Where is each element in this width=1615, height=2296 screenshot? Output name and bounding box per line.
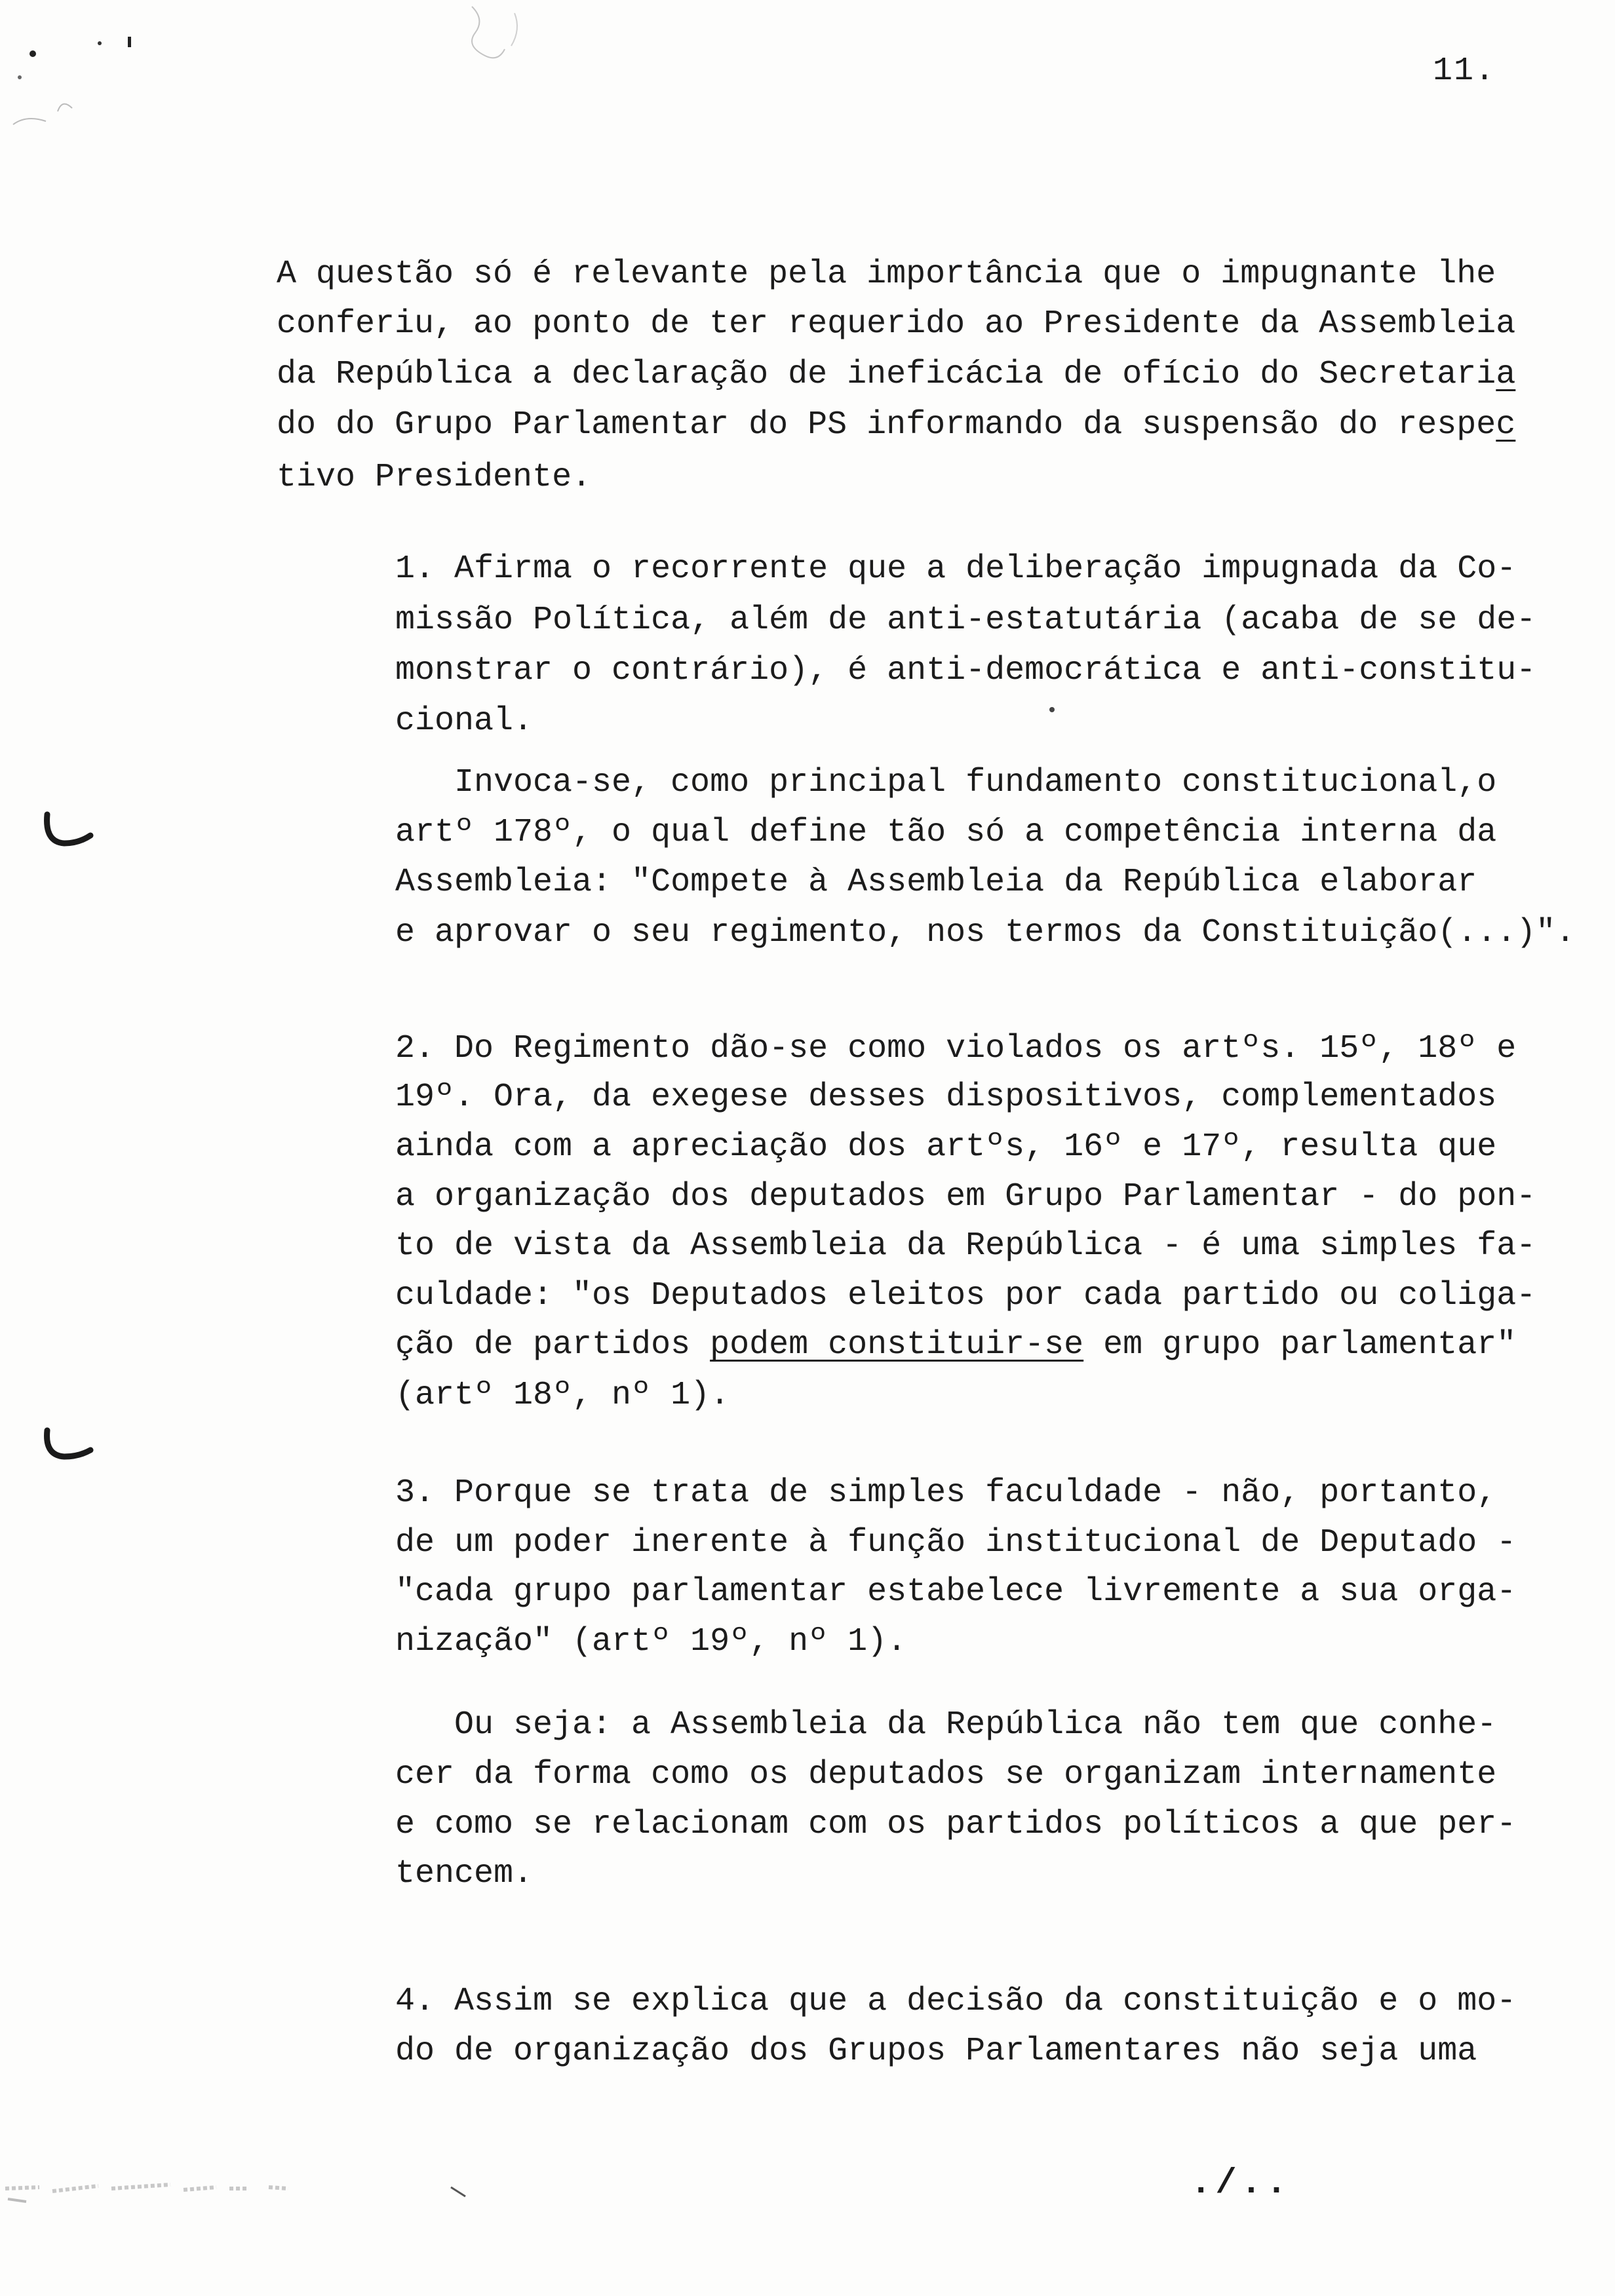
continuation-marker: ./.. xyxy=(1190,2164,1291,2204)
intro-line-1: A questão só é relevante pela importância que o impugnante lhe xyxy=(277,256,1496,293)
section-3-line-1: 3. Porque se trata de simples faculdade - não, portanto, xyxy=(395,1474,1497,1512)
intro-line-4-underlined: c xyxy=(1496,406,1516,444)
section-4-line-1: 4. Assim se explica que a decisão da constituição e o mo- xyxy=(395,1983,1517,2020)
section-1-line-1: 1. Afirma o recorrente que a deliberação impugnada da Co- xyxy=(395,550,1517,588)
intro-line-3-text: da República a declaração de ineficácia de ofício do Secretari xyxy=(277,356,1496,393)
section-3-line-4: nização" (artº 19º, nº 1). xyxy=(395,1623,907,1660)
section-2-line-4: a organização dos deputados em Grupo Parlamentar - do pon- xyxy=(395,1178,1536,1215)
section-1b-line-1: Invoca-se, como principal fundamento constitucional,o xyxy=(454,764,1497,801)
section-1b-line-2: artº 178º, o qual define tão só a competência interna da xyxy=(395,814,1497,851)
section-2-line-1: 2. Do Regimento dão-se como violados os artºs. 15º, 18º e xyxy=(395,1030,1517,1067)
scan-speck-middle xyxy=(1042,700,1062,719)
section-3b-line-1: Ou seja: a Assembleia da República não tem que conhe- xyxy=(454,1706,1497,1744)
scan-speck-bottom-center xyxy=(448,2183,481,2203)
section-4-line-2: do de organização dos Grupos Parlamentares não seja uma xyxy=(395,2033,1477,2070)
section-2-line-7-start: ção de partidos xyxy=(395,1326,710,1364)
section-1b-line-4: e aprovar o seu regimento, nos termos da Constituição(...)". xyxy=(395,914,1576,951)
intro-line-3 xyxy=(277,358,1515,391)
page-number: 11. xyxy=(1433,52,1496,90)
section-2-line-5: to de vista da Assembleia da República - é uma simples fa- xyxy=(395,1227,1536,1265)
section-1b-line-3: Assembleia: "Compete à Assembleia da República elaborar xyxy=(395,864,1477,901)
section-2-line-7-end: em grupo parlamentar" xyxy=(1083,1326,1517,1364)
intro-line-4-text: do do Grupo Parlamentar do PS informando da suspensão do respe xyxy=(277,406,1496,444)
section-2-line-8: (artº 18º, nº 1). xyxy=(395,1377,730,1414)
intro-line-4 xyxy=(277,406,1516,444)
section-2-line-6: culdade: "os Deputados eleitos por cada partido ou coliga- xyxy=(395,1277,1536,1314)
intro-line-5: tivo Presidente. xyxy=(277,459,592,496)
section-2-line-7 xyxy=(395,1326,1517,1364)
scan-speck-top-center xyxy=(459,0,551,79)
scan-speck-bottom-left xyxy=(0,2162,341,2221)
section-3-line-2: de um poder inerente à função institucional de Deputado - xyxy=(395,1524,1517,1561)
section-2-line-3: ainda com a apreciação dos artºs, 16º e 17º, resulta que xyxy=(395,1128,1497,1166)
scan-speck-top-left xyxy=(0,0,170,144)
margin-hook-mark-1 xyxy=(38,809,97,855)
intro-line-2: conferiu, ao ponto de ter requerido ao Presidente da Assembleia xyxy=(277,305,1516,343)
section-3b-line-4: tencem. xyxy=(395,1855,534,1892)
section-3b-line-2: cer da forma como os deputados se organizam internamente xyxy=(395,1756,1497,1793)
underlined-phrase: podem constituir-se xyxy=(710,1326,1084,1364)
section-1-line-4: cional. xyxy=(395,702,534,740)
section-3-line-3: "cada grupo parlamentar estabelece livremente a sua orga- xyxy=(395,1573,1517,1611)
section-1-line-2: missão Política, além de anti-estatutária (acaba de se de- xyxy=(395,602,1536,639)
margin-hook-mark-2 xyxy=(38,1425,97,1471)
section-1-line-3: monstrar o contrário), é anti-democrática e anti-constitu- xyxy=(395,652,1536,689)
intro-line-3-underlined: a xyxy=(1496,356,1516,393)
section-2-line-2: 19º. Ora, da exegese desses dispositivos, complementados xyxy=(395,1079,1497,1116)
section-3b-line-3: e como se relacionam com os partidos políticos a que per- xyxy=(395,1806,1517,1843)
